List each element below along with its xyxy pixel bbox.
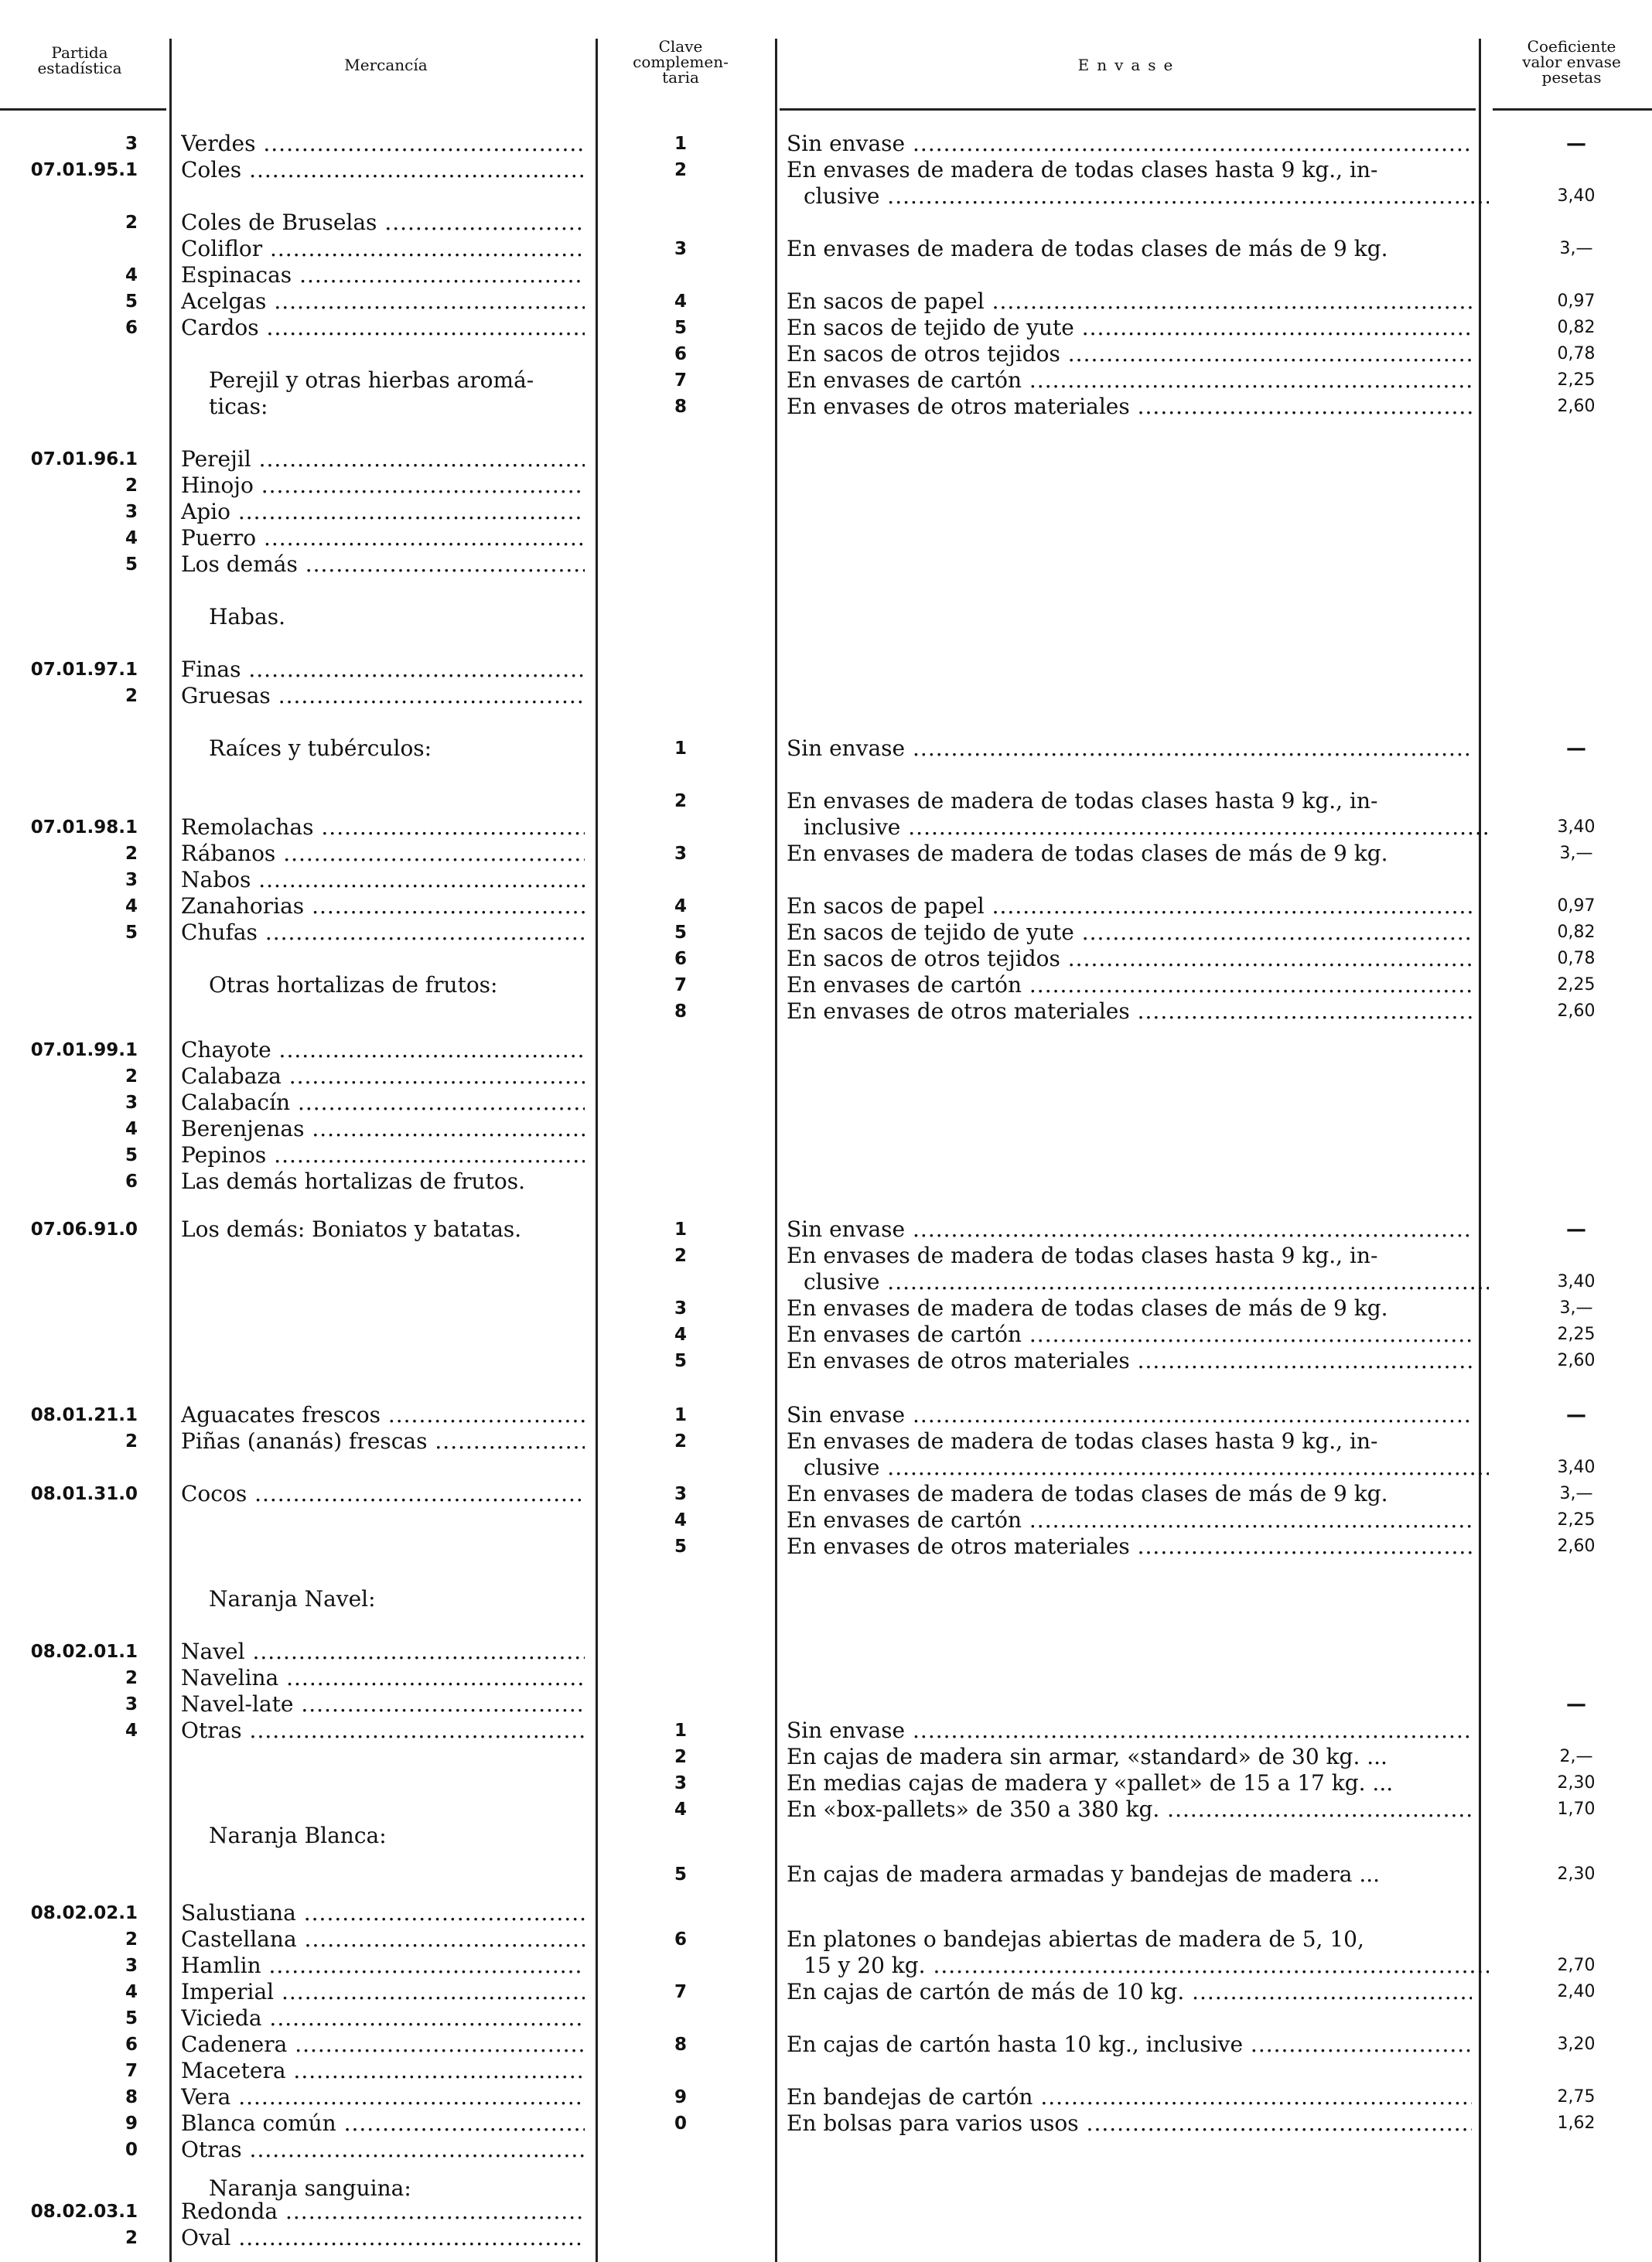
clave-code: 8 bbox=[674, 2035, 687, 2055]
table-row bbox=[0, 2175, 1652, 2202]
mercancia-label: Nabos ..... bbox=[181, 867, 585, 893]
mercancia-label: Castellana ..... bbox=[181, 1926, 585, 1953]
table-row bbox=[0, 473, 1652, 499]
mercancia-label: Los demás ..... bbox=[181, 551, 585, 578]
table-row bbox=[0, 1691, 1652, 1718]
partida-code: 07.01.99.1 bbox=[30, 1040, 138, 1060]
mercancia-label: Finas ..... bbox=[181, 657, 585, 683]
clave-code: 1 bbox=[674, 1405, 687, 1425]
clave-code: 4 bbox=[674, 896, 687, 916]
clave-code: 5 bbox=[674, 1865, 687, 1885]
envase-label: En envases de cartón ..... bbox=[787, 1507, 1472, 1534]
envase-label: En envases de madera de todas clases hasta 9 kg., in- bbox=[787, 1428, 1378, 1454]
table-row bbox=[0, 2199, 1652, 2225]
header-rule-partida bbox=[0, 108, 166, 111]
partida-code: 5 bbox=[125, 923, 138, 943]
mercancia-label: Navel-late ..... bbox=[181, 1691, 585, 1718]
clave-code: 3 bbox=[674, 1773, 687, 1793]
partida-code: 08.02.03.1 bbox=[30, 2202, 138, 2222]
clave-code: 1 bbox=[674, 1220, 687, 1240]
clave-code: 5 bbox=[674, 1537, 687, 1557]
header-mercancia: Mercancía bbox=[344, 56, 428, 74]
table-row bbox=[0, 1718, 1652, 1744]
table-row bbox=[0, 1900, 1652, 1926]
table-row bbox=[0, 183, 1652, 210]
header-coef-line2: valor envase bbox=[1522, 53, 1621, 71]
table-row bbox=[0, 893, 1652, 919]
coeficiente-value: 2,25 bbox=[1557, 1325, 1596, 1344]
clave-code: 2 bbox=[674, 160, 687, 180]
mercancia-label: Cardos ..... bbox=[181, 315, 585, 341]
coeficiente-value: 0,97 bbox=[1557, 896, 1596, 916]
table-row bbox=[0, 788, 1652, 814]
partida-code: 08.02.02.1 bbox=[30, 1903, 138, 1923]
mercancia-label: Navelina ..... bbox=[181, 1665, 585, 1691]
clave-code: 4 bbox=[674, 1510, 687, 1530]
partida-code: 3 bbox=[125, 134, 138, 154]
clave-code: 8 bbox=[674, 1001, 687, 1022]
table-row bbox=[0, 1402, 1652, 1428]
coeficiente-value: 2,60 bbox=[1557, 1537, 1596, 1556]
table-row bbox=[0, 394, 1652, 420]
coeficiente-value: 1,70 bbox=[1557, 1800, 1596, 1819]
table-row bbox=[0, 499, 1652, 525]
table-row bbox=[0, 1926, 1652, 1953]
table-row bbox=[0, 1823, 1652, 1849]
mercancia-label: Apio ..... bbox=[181, 499, 585, 525]
envase-label: En envases de cartón ..... bbox=[787, 1322, 1472, 1348]
clave-code: 2 bbox=[674, 791, 687, 811]
clave-code: 3 bbox=[674, 1484, 687, 1504]
table-row bbox=[0, 683, 1652, 709]
envase-label: En bandejas de cartón ..... bbox=[787, 2084, 1472, 2110]
partida-code: 07.01.98.1 bbox=[30, 817, 138, 838]
table-row bbox=[0, 1507, 1652, 1534]
table-row bbox=[0, 1243, 1652, 1269]
mercancia-label: Raíces y tubérculos: bbox=[209, 735, 432, 761]
coeficiente-value: 2,60 bbox=[1557, 1351, 1596, 1370]
mercancia-label: Piñas (ananás) frescas ..... bbox=[181, 1428, 585, 1455]
table-row bbox=[0, 1322, 1652, 1348]
table-row bbox=[0, 1063, 1652, 1090]
table-row bbox=[0, 1796, 1652, 1823]
mercancia-label: Coles ..... bbox=[181, 157, 585, 183]
partida-code: 08.02.01.1 bbox=[30, 1642, 138, 1662]
partida-code: 3 bbox=[125, 502, 138, 522]
partida-code: 2 bbox=[125, 1066, 138, 1087]
coeficiente-value: 3,— bbox=[1559, 1484, 1593, 1503]
mercancia-label: Chufas ..... bbox=[181, 919, 585, 946]
envase-label: 15 y 20 kg. ..... bbox=[787, 1953, 1489, 1979]
mercancia-label: Puerro ..... bbox=[181, 525, 585, 551]
partida-code: 5 bbox=[125, 554, 138, 575]
coeficiente-value: 2,30 bbox=[1557, 1865, 1596, 1884]
clave-code: 2 bbox=[674, 1747, 687, 1767]
table-row bbox=[0, 604, 1652, 630]
mercancia-label: Remolachas ..... bbox=[181, 814, 585, 841]
mercancia-label: Pepinos ..... bbox=[181, 1142, 585, 1169]
mercancia-label: Los demás: Boniatos y batatas. bbox=[181, 1216, 522, 1242]
table-row bbox=[0, 1142, 1652, 1169]
partida-code: 5 bbox=[125, 1145, 138, 1165]
mercancia-label: Cadenera ..... bbox=[181, 2032, 585, 2058]
clave-code: 5 bbox=[674, 318, 687, 338]
coeficiente-value: 2,25 bbox=[1557, 370, 1596, 390]
table-row bbox=[0, 288, 1652, 315]
header-rule-coef bbox=[1493, 108, 1652, 111]
clave-code: 2 bbox=[674, 1431, 687, 1452]
table-row bbox=[0, 2032, 1652, 2058]
partida-code: 07.01.97.1 bbox=[30, 660, 138, 680]
table-row bbox=[0, 1295, 1652, 1322]
clave-code: 8 bbox=[674, 397, 687, 417]
coeficiente-value: — bbox=[1566, 737, 1586, 760]
envase-label: clusive ..... bbox=[787, 183, 1489, 210]
partida-code: 6 bbox=[125, 2035, 138, 2055]
envase-label: clusive ..... bbox=[787, 1269, 1489, 1295]
clave-code: 4 bbox=[674, 1800, 687, 1820]
table-row bbox=[0, 1037, 1652, 1063]
coeficiente-value: 3,40 bbox=[1557, 1272, 1596, 1291]
mercancia-label: Naranja Blanca: bbox=[209, 1823, 387, 1848]
envase-label: En envases de madera de todas clases hasta 9 kg., in- bbox=[787, 788, 1378, 814]
partida-code: 3 bbox=[125, 1694, 138, 1714]
table-row bbox=[0, 1116, 1652, 1142]
partida-code: 2 bbox=[125, 2228, 138, 2248]
envase-label: En sacos de papel ..... bbox=[787, 893, 1472, 919]
envase-label: Sin envase ..... bbox=[787, 1216, 1472, 1243]
header-coef-line3: pesetas bbox=[1541, 68, 1602, 87]
table-row bbox=[0, 1216, 1652, 1243]
clave-code: 1 bbox=[674, 134, 687, 154]
coeficiente-value: 3,— bbox=[1559, 844, 1593, 863]
envase-label: clusive ..... bbox=[787, 1455, 1489, 1481]
clave-code: 0 bbox=[674, 2114, 687, 2134]
table-row bbox=[0, 972, 1652, 998]
partida-code: 07.01.96.1 bbox=[30, 449, 138, 469]
coeficiente-value: 3,20 bbox=[1557, 2035, 1596, 2054]
envase-label: En sacos de tejido de yute ..... bbox=[787, 919, 1472, 946]
envase-label: En envases de otros materiales ..... bbox=[787, 998, 1472, 1025]
mercancia-label: Vera ..... bbox=[181, 2084, 585, 2110]
mercancia-label: Rábanos ..... bbox=[181, 841, 585, 867]
mercancia-label: Vicieda ..... bbox=[181, 2005, 585, 2032]
mercancia-label: Calabacín ..... bbox=[181, 1090, 585, 1116]
clave-code: 1 bbox=[674, 739, 687, 759]
table-row bbox=[0, 1639, 1652, 1665]
coeficiente-value: 0,82 bbox=[1557, 318, 1596, 337]
envase-label: En envases de madera de todas clases de más de 9 kg. bbox=[787, 841, 1388, 866]
envase-label: En sacos de otros tejidos ..... bbox=[787, 946, 1472, 972]
coeficiente-value: 3,40 bbox=[1557, 186, 1596, 206]
clave-code: 6 bbox=[674, 1929, 687, 1950]
mercancia-label: Salustiana ..... bbox=[181, 1900, 585, 1926]
clave-code: 5 bbox=[674, 1351, 687, 1371]
clave-code: 3 bbox=[674, 239, 687, 259]
coeficiente-value: 1,62 bbox=[1557, 2114, 1596, 2133]
partida-code: 4 bbox=[125, 1721, 138, 1741]
envase-label: Sin envase ..... bbox=[787, 131, 1472, 157]
envase-label: En bolsas para varios usos ..... bbox=[787, 2110, 1472, 2137]
envase-label: En platones o bandejas abiertas de madera de 5, 10, bbox=[787, 1926, 1364, 1952]
clave-code: 7 bbox=[674, 1982, 687, 2002]
clave-code: 3 bbox=[674, 844, 687, 864]
envase-label: En envases de cartón ..... bbox=[787, 367, 1472, 394]
table-row bbox=[0, 157, 1652, 183]
partida-code: 3 bbox=[125, 1956, 138, 1976]
clave-code: 7 bbox=[674, 975, 687, 995]
partida-code: 08.01.21.1 bbox=[30, 1405, 138, 1425]
header-clave-line2: complemen- bbox=[633, 53, 729, 71]
coeficiente-value: 0,82 bbox=[1557, 923, 1596, 942]
partida-code: 08.01.31.0 bbox=[30, 1484, 138, 1504]
partida-code: 3 bbox=[125, 1093, 138, 1113]
mercancia-label: Verdes ..... bbox=[181, 131, 585, 157]
envase-label: En envases de madera de todas clases de más de 9 kg. bbox=[787, 1481, 1388, 1506]
table-row bbox=[0, 367, 1652, 394]
envase-label: En envases de cartón ..... bbox=[787, 972, 1472, 998]
table-row bbox=[0, 1269, 1652, 1295]
table-row bbox=[0, 262, 1652, 288]
table-row bbox=[0, 1169, 1652, 1195]
partida-code: 2 bbox=[125, 686, 138, 706]
partida-code: 2 bbox=[125, 1929, 138, 1950]
coeficiente-value: 2,40 bbox=[1557, 1982, 1596, 2001]
mercancia-label: Zanahorias ..... bbox=[181, 893, 585, 919]
envase-label: En «box-pallets» de 350 a 380 kg. ..... bbox=[787, 1796, 1472, 1823]
mercancia-label: Habas. bbox=[209, 604, 285, 629]
partida-code: 2 bbox=[125, 1431, 138, 1452]
partida-code: 4 bbox=[125, 1982, 138, 2002]
envase-label: En sacos de papel ..... bbox=[787, 288, 1472, 315]
table-row bbox=[0, 814, 1652, 841]
mercancia-label: Blanca común ..... bbox=[181, 2110, 585, 2137]
mercancia-label: Chayote ..... bbox=[181, 1037, 585, 1063]
table-row bbox=[0, 2084, 1652, 2110]
header-envase: Envase bbox=[1077, 56, 1181, 74]
coeficiente-value: 3,— bbox=[1559, 1298, 1593, 1318]
table-row bbox=[0, 1455, 1652, 1481]
table-row bbox=[0, 236, 1652, 262]
clave-code: 4 bbox=[674, 1325, 687, 1345]
coeficiente-value: 2,— bbox=[1559, 1747, 1593, 1766]
clave-code: 9 bbox=[674, 2087, 687, 2107]
mercancia-label: Espinacas ..... bbox=[181, 262, 585, 288]
partida-code: 8 bbox=[125, 2087, 138, 2107]
mercancia-label: Perejil ..... bbox=[181, 446, 585, 473]
table-row bbox=[0, 315, 1652, 341]
envase-label: Sin envase ..... bbox=[787, 735, 1472, 762]
coeficiente-value: — bbox=[1566, 1218, 1586, 1241]
clave-code: 5 bbox=[674, 923, 687, 943]
header-coef-line1: Coeficiente bbox=[1527, 37, 1616, 56]
partida-code: 2 bbox=[125, 213, 138, 233]
envase-label: Sin envase ..... bbox=[787, 1718, 1472, 1744]
envase-label: En cajas de madera armadas y bandejas de madera ... bbox=[787, 1861, 1381, 1887]
coeficiente-value: 0,78 bbox=[1557, 949, 1596, 968]
coeficiente-value: 3,40 bbox=[1557, 1458, 1596, 1477]
mercancia-label: Perejil y otras hierbas aromá- bbox=[209, 367, 534, 393]
mercancia-label: Hinojo ..... bbox=[181, 473, 585, 499]
coeficiente-value: — bbox=[1566, 132, 1586, 155]
table-row bbox=[0, 1481, 1652, 1507]
table-row bbox=[0, 1770, 1652, 1796]
table-row bbox=[0, 1348, 1652, 1374]
mercancia-label: Berenjenas ..... bbox=[181, 1116, 585, 1142]
envase-label: En envases de madera de todas clases de más de 9 kg. bbox=[787, 1295, 1388, 1321]
table-row bbox=[0, 2110, 1652, 2137]
clave-code: 3 bbox=[674, 1298, 687, 1319]
partida-code: 07.01.95.1 bbox=[30, 160, 138, 180]
table-row bbox=[0, 131, 1652, 157]
coeficiente-value: 2,75 bbox=[1557, 2087, 1596, 2107]
envase-label: inclusive ..... bbox=[787, 814, 1489, 841]
partida-code: 5 bbox=[125, 2008, 138, 2028]
table-row bbox=[0, 657, 1652, 683]
mercancia-label: Otras ..... bbox=[181, 1718, 585, 1744]
mercancia-label: Aguacates frescos ..... bbox=[181, 1402, 585, 1428]
partida-code: 0 bbox=[125, 2140, 138, 2160]
table-row bbox=[0, 525, 1652, 551]
table-row bbox=[0, 735, 1652, 762]
coeficiente-value: 2,60 bbox=[1557, 397, 1596, 416]
envase-label: En envases de madera de todas clases de más de 9 kg. bbox=[787, 236, 1388, 261]
table-row bbox=[0, 551, 1652, 578]
table-row bbox=[0, 1534, 1652, 1560]
coeficiente-value: 2,25 bbox=[1557, 1510, 1596, 1530]
coeficiente-value: 2,70 bbox=[1557, 1956, 1596, 1975]
table-row bbox=[0, 1953, 1652, 1979]
envase-label: En sacos de tejido de yute ..... bbox=[787, 315, 1472, 341]
mercancia-label: Oval ..... bbox=[181, 2225, 585, 2251]
envase-label: En envases de otros materiales ..... bbox=[787, 1348, 1472, 1374]
mercancia-label: ticas: bbox=[209, 394, 268, 419]
coeficiente-value: — bbox=[1566, 1693, 1586, 1716]
partida-code: 6 bbox=[125, 1172, 138, 1192]
partida-code: 07.06.91.0 bbox=[30, 1220, 138, 1240]
table-row bbox=[0, 210, 1652, 236]
partida-code: 6 bbox=[125, 318, 138, 338]
header-rule-envase bbox=[780, 108, 1476, 111]
envase-label: En envases de otros materiales ..... bbox=[787, 1534, 1472, 1560]
coeficiente-value: 2,30 bbox=[1557, 1773, 1596, 1793]
mercancia-label: Navel ..... bbox=[181, 1639, 585, 1665]
mercancia-label: Naranja sanguina: bbox=[209, 2175, 411, 2201]
clave-code: 6 bbox=[674, 344, 687, 364]
table-row bbox=[0, 946, 1652, 972]
header-partida bbox=[6, 45, 153, 76]
header-coeficiente bbox=[1491, 39, 1652, 85]
clave-code: 4 bbox=[674, 292, 687, 312]
partida-code: 2 bbox=[125, 1668, 138, 1688]
clave-code: 6 bbox=[674, 949, 687, 969]
envase-label: En medias cajas de madera y «pallet» de 15 a 17 kg. ... bbox=[787, 1770, 1394, 1796]
mercancia-label: Acelgas ..... bbox=[181, 288, 585, 315]
partida-code: 4 bbox=[125, 528, 138, 548]
envase-label: En envases de madera de todas clases hasta 9 kg., in- bbox=[787, 1243, 1378, 1268]
table-row bbox=[0, 841, 1652, 867]
coeficiente-value: 3,40 bbox=[1557, 817, 1596, 837]
coeficiente-value: 0,97 bbox=[1557, 292, 1596, 311]
mercancia-label: Redonda ..... bbox=[181, 2199, 585, 2225]
envase-label: Sin envase ..... bbox=[787, 1402, 1472, 1428]
header-clave-line3: taria bbox=[662, 68, 699, 87]
mercancia-label: Otras ..... bbox=[181, 2137, 585, 2163]
table-row bbox=[0, 2005, 1652, 2032]
partida-code: 3 bbox=[125, 870, 138, 890]
partida-code: 4 bbox=[125, 265, 138, 285]
coeficiente-value: 0,78 bbox=[1557, 344, 1596, 363]
mercancia-label: Gruesas ..... bbox=[181, 683, 585, 709]
table-row bbox=[0, 2137, 1652, 2163]
mercancia-label: Coliflor ..... bbox=[181, 236, 585, 262]
table-row bbox=[0, 1744, 1652, 1770]
mercancia-label: Las demás hortalizas de frutos. bbox=[181, 1169, 525, 1194]
table-row bbox=[0, 2225, 1652, 2251]
table-row bbox=[0, 341, 1652, 367]
partida-code: 2 bbox=[125, 844, 138, 864]
mercancia-label: Naranja Navel: bbox=[209, 1586, 376, 1612]
header-clave-line1: Clave bbox=[658, 37, 703, 56]
mercancia-label: Macetera ..... bbox=[181, 2058, 585, 2084]
table-row bbox=[0, 1979, 1652, 2005]
envase-label: En cajas de cartón hasta 10 kg., inclusive ..... bbox=[787, 2032, 1472, 2058]
coeficiente-value: 2,60 bbox=[1557, 1001, 1596, 1021]
coeficiente-value: 2,25 bbox=[1557, 975, 1596, 995]
header-partida-line1: Partida bbox=[51, 43, 108, 62]
coeficiente-value: 3,— bbox=[1559, 239, 1593, 258]
mercancia-label: Coles de Bruselas ..... bbox=[181, 210, 585, 236]
mercancia-label: Otras hortalizas de frutos: bbox=[209, 972, 498, 998]
coeficiente-value: — bbox=[1566, 1404, 1586, 1427]
clave-code: 2 bbox=[674, 1246, 687, 1266]
mercancia-label: Hamlin ..... bbox=[181, 1953, 585, 1979]
header-partida-line2: estadística bbox=[37, 59, 122, 77]
table-row bbox=[0, 446, 1652, 473]
table-row bbox=[0, 1428, 1652, 1455]
clave-code: 1 bbox=[674, 1721, 687, 1741]
partida-code: 5 bbox=[125, 292, 138, 312]
envase-label: En envases de otros materiales ..... bbox=[787, 394, 1472, 420]
clave-code: 7 bbox=[674, 370, 687, 391]
envase-label: En envases de madera de todas clases hasta 9 kg., in- bbox=[787, 157, 1378, 183]
table-row bbox=[0, 919, 1652, 946]
partida-code: 2 bbox=[125, 476, 138, 496]
envase-label: En cajas de madera sin armar, «standard» de 30 kg. ... bbox=[787, 1744, 1387, 1769]
envase-label: En cajas de cartón de más de 10 kg. ..... bbox=[787, 1979, 1472, 2005]
table-row bbox=[0, 998, 1652, 1025]
table-row bbox=[0, 1861, 1652, 1888]
header-clave bbox=[611, 39, 750, 85]
partida-code: 4 bbox=[125, 896, 138, 916]
table-row bbox=[0, 1665, 1652, 1691]
table-row bbox=[0, 867, 1652, 893]
table-row bbox=[0, 2058, 1652, 2084]
table-row bbox=[0, 1586, 1652, 1612]
mercancia-label: Cocos ..... bbox=[181, 1481, 585, 1507]
partida-code: 4 bbox=[125, 1119, 138, 1139]
partida-code: 7 bbox=[125, 2061, 138, 2081]
partida-code: 9 bbox=[125, 2114, 138, 2134]
table-row bbox=[0, 1090, 1652, 1116]
envase-label: En sacos de otros tejidos ..... bbox=[787, 341, 1472, 367]
mercancia-label: Calabaza ..... bbox=[181, 1063, 585, 1090]
mercancia-label: Imperial ..... bbox=[181, 1979, 585, 2005]
